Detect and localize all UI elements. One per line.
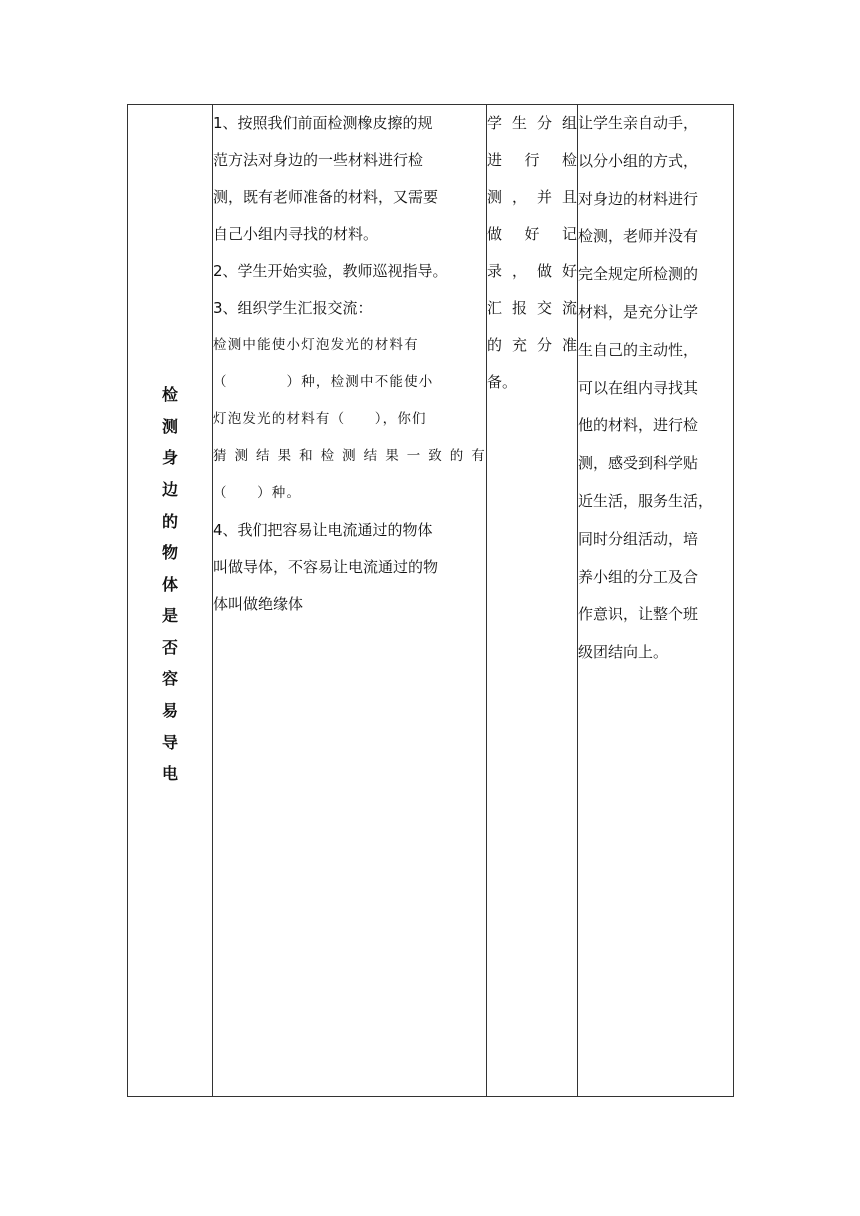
student-line: 录，做好 [487,262,577,280]
teacher-line: 检测中能使小灯泡发光的材料有 [213,337,419,353]
teacher-line: 2、学生开始实验，教师巡视指导。 [213,262,448,280]
stage-cell [128,105,213,1097]
teacher-line: 猜测结果和检测结果一致的有 [213,448,486,464]
intent-line: 以分小组的方式， [578,151,699,170]
intent-line: 他的材料，进行检 [578,416,699,435]
stage-title: 检测身边的物体是否容易导电 [161,385,178,784]
intent-line: 完全规定所检测的 [578,265,699,284]
intent-line: 作意识，让整个班 [578,605,699,624]
student-line: 备。 [487,373,518,391]
teacher-line: （ ）种，检测中不能使小 [213,374,434,390]
teacher-line: 自己小组内寻找的材料。 [213,225,379,243]
student-line: 的充分准 [487,336,577,354]
teacher-line: 3、组织学生汇报交流： [213,299,373,317]
teacher-line: （ ）种。 [213,485,302,501]
teacher-activity-cell [213,105,487,1097]
student-line: 学生分组 [487,114,577,132]
student-line: 进行检 [487,151,577,169]
intent-line: 养小组的分工及合 [578,567,699,586]
intent-line: 让学生亲自动手， [578,114,699,132]
teacher-line: 叫做导体，不容易让电流通过的物 [213,558,439,576]
intent-line: 生自己的主动性， [578,340,699,359]
teacher-line: 体叫做绝缘体 [213,595,304,613]
teacher-line: 范方法对身边的一些材料进行检 [213,151,424,169]
teacher-line: 灯泡发光的材料有（ ），你们 [213,411,427,427]
student-line: 汇报交流 [487,299,577,317]
intent-line: 可以在组内寻找其 [578,378,699,397]
intent-line: 检测，老师并没有 [578,227,699,246]
intent-line: 级团结向上。 [578,643,669,662]
student-line: 做好记 [487,225,577,243]
student-activity-cell [487,105,578,1097]
intent-line: 材料，是充分让学 [578,302,699,321]
intent-line: 测，感受到科学贴 [578,454,699,473]
lesson-plan-table [127,104,734,1097]
intent-line: 近生活，服务生活， [578,491,714,510]
intent-line: 对身边的材料进行 [578,189,699,208]
teacher-line: 测，既有老师准备的材料，又需要 [213,188,439,206]
teacher-line: 1、按照我们前面检测橡皮擦的规 [213,114,433,132]
table-row [128,105,734,1097]
student-line: 测，并且 [487,188,577,206]
design-intent-cell [578,105,734,1097]
intent-line: 同时分组活动，培 [578,529,699,548]
teacher-line: 4、我们把容易让电流通过的物体 [213,521,433,539]
